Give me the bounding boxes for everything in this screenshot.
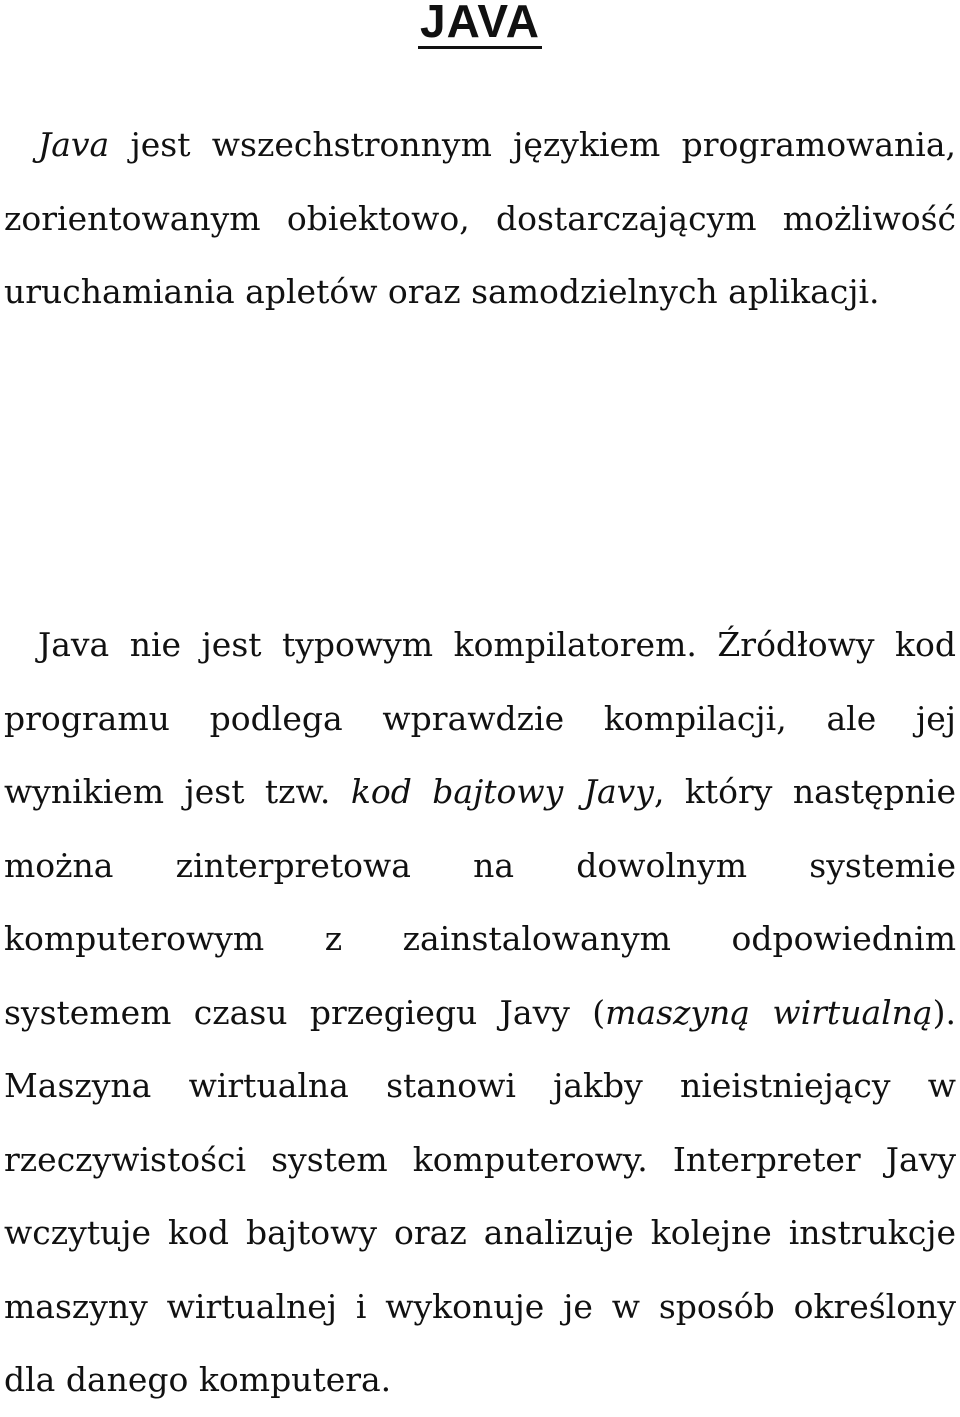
paragraph-intro-text: jest wszechstronnym językiem programowania, zorientowanym obiektowo, dostarczającym możliwość uruchamiania apletów oraz samodzielnych aplikacji. <box>4 125 956 311</box>
emphasis-bytecode: kod bajtowy Javy <box>350 772 654 811</box>
paragraph-compilation <box>4 608 956 1417</box>
paragraph-compilation-text-a: Java nie jest typowym kompilatorem. Źródłowy kod programu podlega wprawdzie kompilacji, ale jej wynikiem jest tzw. <box>4 625 956 811</box>
page-header <box>0 0 960 49</box>
emphasis-java: Java <box>38 125 110 164</box>
paragraph-compilation-text-b: , który następnie można zinterpretowa na dowolnym systemie komputerowym z zainstalowanym odpowiednim systemem czasu przegiegu Javy ( <box>4 772 956 1032</box>
emphasis-virtual-machine: maszyną wirtualną <box>605 992 933 1032</box>
page-title: JAVA <box>420 0 540 47</box>
paragraph-compilation-text-c: ). Maszyna wirtualna stanowi jakby nieistniejący w rzeczywistości system komputerowy. Interpreter Javy wczytuje kod bajtowy oraz analizuje kolejne instrukcje maszyny wirtualnej i wykonuje je w sposób określony dla danego komputera. <box>4 992 956 1399</box>
paragraph-intro <box>4 108 956 329</box>
